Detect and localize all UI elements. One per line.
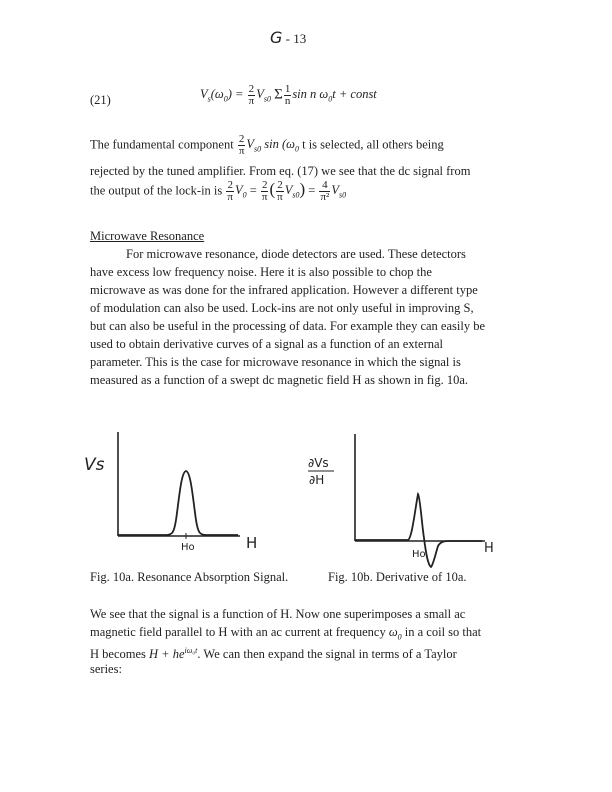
fig10a-xlabel: H: [246, 534, 258, 552]
para2-line-3: of modulation can also be used. Lock-ins are not only useful in improving S,: [90, 301, 474, 315]
eq21-v: $V_{s0}$: [256, 87, 271, 104]
eq21-sigma: Σ: [274, 86, 283, 103]
para3-line2: magnetic field parallel to H with an ac current at frequency $\omega_0$ in a coil so that: [90, 625, 482, 642]
page-section-glyph: G: [270, 28, 283, 47]
fig10a-caption: Fig. 10a. Resonance Absorption Signal.: [90, 570, 289, 584]
para1-fraction: $\frac{2}{\pi}$: [238, 133, 245, 157]
eq21-lhs: $V_s(\omega_0)$ =: [200, 87, 244, 104]
fig10b-caption: Fig. 10b. Derivative of 10a.: [328, 570, 467, 584]
para1-line3: the output of the lock-in is $\frac{2}{\pi}$ $V_0$ = $\frac{2}{\pi}$ ( $\frac{2}{\pi}$ $V_{s0}$) = $\frac{4}{\text{π²}}$ $V_{s0}$: [90, 179, 347, 203]
para3-line4: series:: [90, 662, 122, 676]
equation-21-label: (21): [90, 93, 111, 107]
fig10b-ylabel-den: ∂H: [309, 473, 325, 487]
fig10b-xlabel: H: [484, 541, 494, 556]
para2-line-0: For microwave resonance, diode detectors are used. These detectors: [126, 247, 466, 261]
para2-line-2: microwave as was done for the infrared application. However a different type: [90, 283, 478, 297]
page-number: [270, 30, 306, 47]
page-number-text: - 13: [285, 31, 307, 46]
figure-10b: [300, 420, 510, 570]
para2-line-4: but can also be useful in the processing of data. For example they can easily be: [90, 319, 486, 333]
eq21-fraction-1: $\frac{2}{\pi}$: [248, 83, 255, 107]
fig10a-absorption-curve: [118, 471, 238, 535]
eq21-fraction-2: $\frac{1}{n}$: [284, 83, 291, 107]
section-heading: Microwave Resonance: [90, 229, 205, 243]
para3-line3: H becomes $H + he^{i\omega_0t}$. We can then expand the signal in terms of a Taylor: [90, 646, 457, 662]
para2-line-5: used to obtain derivative curves of a signal as a function of an external: [90, 337, 444, 351]
eq21-rest: sin n $\omega_0t$ + const: [292, 87, 377, 104]
fig10b-tick-label: Ho: [412, 549, 426, 560]
equation-21: [200, 84, 377, 108]
para1-line2: rejected by the tuned amplifier. From eq. (17) we see that the dc signal from: [90, 164, 471, 178]
para1-line1: The fundamental component $\frac{2}{\pi}$ $V_{s0}$ $\sin (\omega_0$ t is selected, all others being: [90, 133, 444, 157]
para3-line1: We see that the signal is a function of H. Now one superimposes a small ac: [90, 607, 466, 621]
fig10a-ylabel: Vs: [84, 455, 105, 475]
para2-line-1: have excess low frequency noise. Here it is also possible to chop the: [90, 265, 432, 279]
para2-line-6: parameter. This is the case for microwave resonance in which the signal is: [90, 355, 461, 369]
figure-10a: [80, 420, 290, 555]
fig10b-ylabel-num: ∂Vs: [308, 456, 329, 470]
para2-line-7: measured as a function of a swept dc magnetic field H as shown in fig. 10a.: [90, 373, 469, 387]
fig10a-tick-label: Ho: [181, 542, 195, 553]
